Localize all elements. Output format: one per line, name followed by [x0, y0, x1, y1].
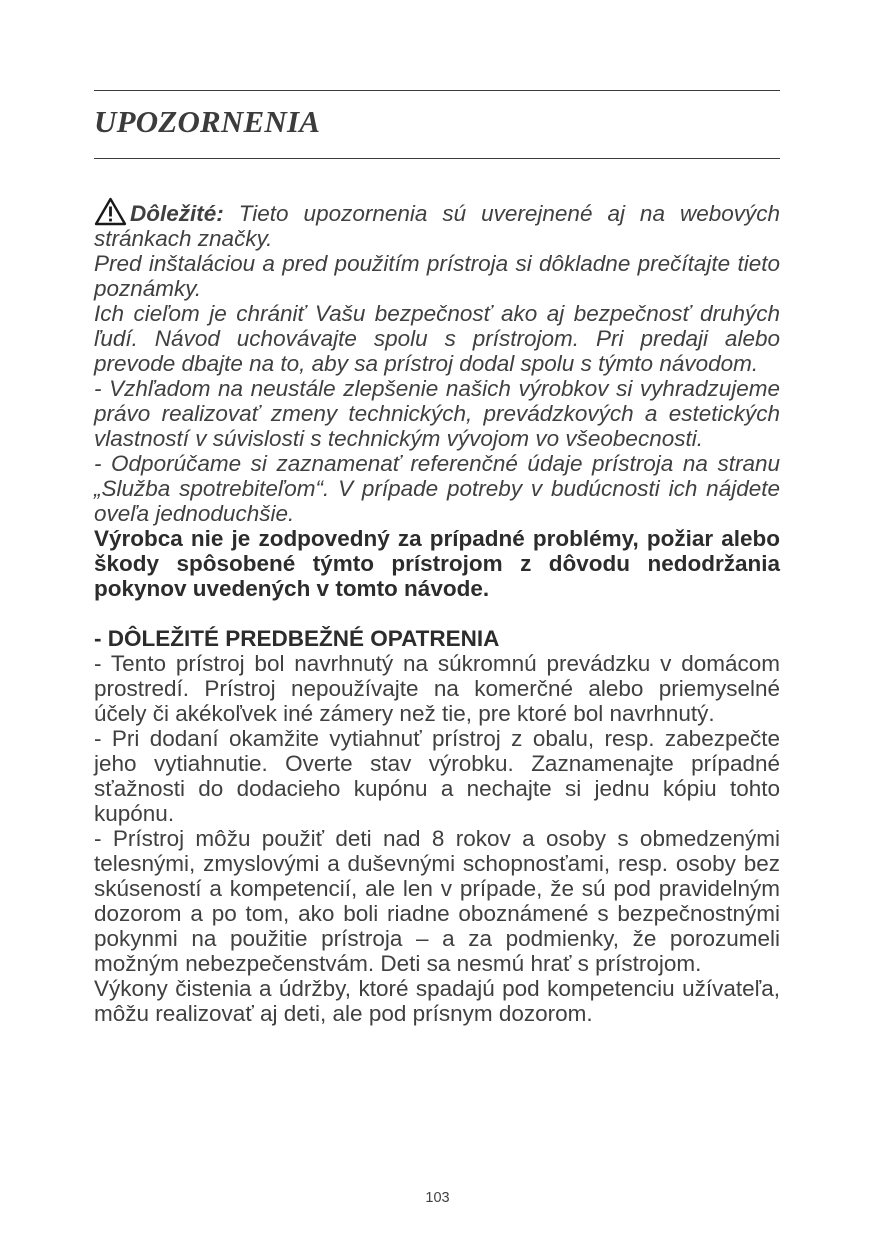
document-body	[94, 197, 780, 1026]
important-intro	[94, 197, 780, 251]
intro-paragraph-5: - Odporúčame si zaznamenať referenčné údaje prístroja na stranu „Služba spotrebiteľom“. V prípade potreby v budúcnosti ich nájdete oveľa jednoduchšie.	[94, 451, 780, 526]
warning-triangle-icon	[94, 197, 127, 226]
intro-paragraph-2: Pred inštaláciou a pred použitím prístroja si dôkladne prečítajte tieto poznámky.	[94, 251, 780, 301]
bottom-rule	[94, 158, 780, 159]
precautions-heading: - DÔLEŽITÉ PREDBEŽNÉ OPATRENIA	[94, 626, 500, 651]
top-rule	[94, 90, 780, 91]
page-title: UPOZORNENIA	[94, 104, 321, 139]
precautions-paragraph-3: - Prístroj môžu použiť deti nad 8 rokov a osoby s obmedzenými telesnými, zmyslovými a duševnými schopnosťami, resp. osoby bez skúseností a kompetencií, ale len v prípade, že sú pod pravidelným dozorom a po tom, ako boli riadne oboznámené s bezpečnostnými pokynmi na použitie prístroja – a za podmienky, že porozumeli možným nebezpečenstvám. Deti sa nesmú hrať s prístrojom.	[94, 826, 780, 976]
liability-note: Výrobca nie je zodpovedný za prípadné problémy, požiar alebo škody spôsobené týmto prístrojom z dôvodu nedodržania pokynov uvedených v tomto návode.	[94, 526, 780, 601]
precautions-paragraph-4: Výkony čistenia a údržby, ktoré spadajú pod kompetenciu užívateľa, môžu realizovať aj deti, ale pod prísnym dozorom.	[94, 976, 780, 1026]
intro-paragraph-4: - Vzhľadom na neustále zlepšenie našich výrobkov si vyhradzujeme právo realizovať zmeny technických, prevádzkových a estetických vlastností v súvislosti s technickým vývojom vo všeobecnosti.	[94, 376, 780, 451]
precautions-paragraph-1: - Tento prístroj bol navrhnutý na súkromnú prevádzku v domácom prostredí. Prístroj nepoužívajte na komerčné alebo priemyselné účely či akékoľvek iné zámery než tie, pre ktoré bol navrhnutý.	[94, 651, 780, 726]
page-number: 103	[425, 1190, 450, 1206]
intro-paragraph-3: Ich cieľom je chrániť Vašu bezpečnosť ako aj bezpečnosť druhých ľudí. Návod uchovávajte spolu s prístrojom. Pri predaji alebo prevode dbajte na to, aby sa prístroj dodal spolu s týmto návodom.	[94, 301, 780, 376]
important-label: Dôležité:	[130, 201, 224, 226]
precautions-paragraph-2: - Pri dodaní okamžite vytiahnuť prístroj z obalu, resp. zabezpečte jeho vytiahnutie. Overte stav výrobku. Zaznamenajte prípadné sťažnosti do dodacieho kupónu a nechajte si jednu kópiu tohto kupónu.	[94, 726, 780, 826]
intro-lead-text: Tieto upozornenia sú uverejnené aj na webových stránkach značky.	[94, 201, 780, 251]
